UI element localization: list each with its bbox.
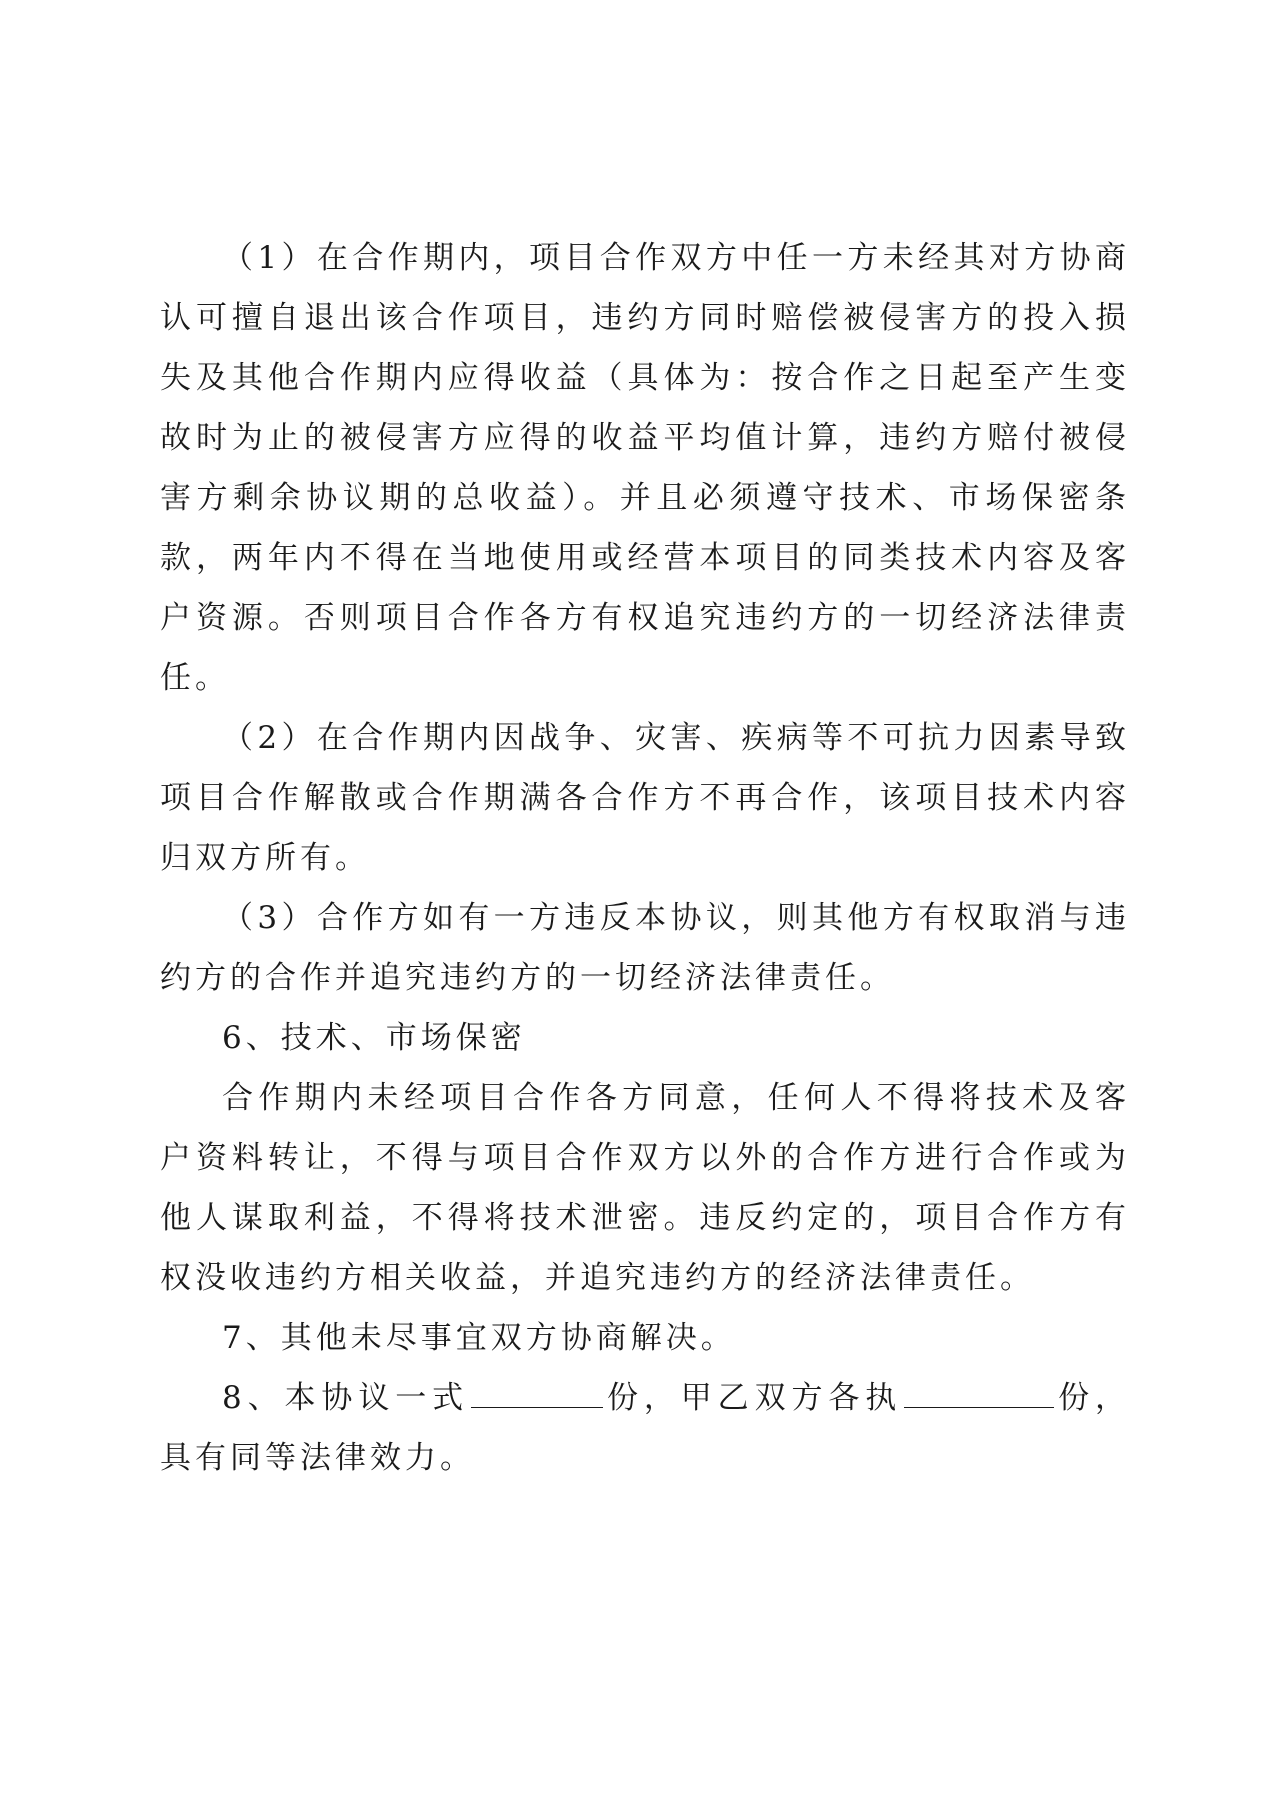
section-6-heading: 6、技术、市场保密 bbox=[222, 1020, 526, 1056]
copies-total-blank[interactable] bbox=[471, 1377, 603, 1408]
section-7: 7、其他未尽事宜双方协商解决。 bbox=[222, 1320, 736, 1356]
copies-each-blank[interactable] bbox=[904, 1377, 1054, 1408]
clause-5-3: （3）合作方如有一方违反本协议，则其他方有权取消与违约方的合作并追究违约方的一切经济法律责任。 bbox=[160, 900, 1130, 996]
section-8 bbox=[160, 1368, 1130, 1488]
section-8-part1: 8、本协议一式 bbox=[222, 1380, 470, 1416]
section-8-part2: 份，甲乙双方各执 bbox=[605, 1380, 903, 1416]
document-page bbox=[160, 228, 1130, 1488]
clause-5-2: （2）在合作期内因战争、灾害、疾病等不可抗力因素导致项目合作解散或合作期满各合作方不再合作，该项目技术内容归双方所有。 bbox=[160, 720, 1130, 876]
clause-5-1: （1）在合作期内，项目合作双方中任一方未经其对方协商认可擅自退出该合作项目，违约方同时赔偿被侵害方的投入损失及其他合作期内应得收益（具体为：按合作之日起至产生变故时为止的被侵害方应得的收益平均值计算，违约方赔付被侵害方剩余协议期的总收益）。并且必须遵守技术、市场保密条款，两年内不得在当地使用或经营本项目的同类技术内容及客户资源。否则项目合作各方有权追究违约方的一切经济法律责任。 bbox=[160, 240, 1130, 696]
section-8-part3: 份，具有同等法律效力。 bbox=[160, 1380, 1131, 1476]
section-6-body: 合作期内未经项目合作各方同意，任何人不得将技术及客户资料转让，不得与项目合作双方以外的合作方进行合作或为他人谋取利益，不得将技术泄密。违反约定的，项目合作方有权没收违约方相关收益，并追究违约方的经济法律责任。 bbox=[160, 1080, 1130, 1296]
